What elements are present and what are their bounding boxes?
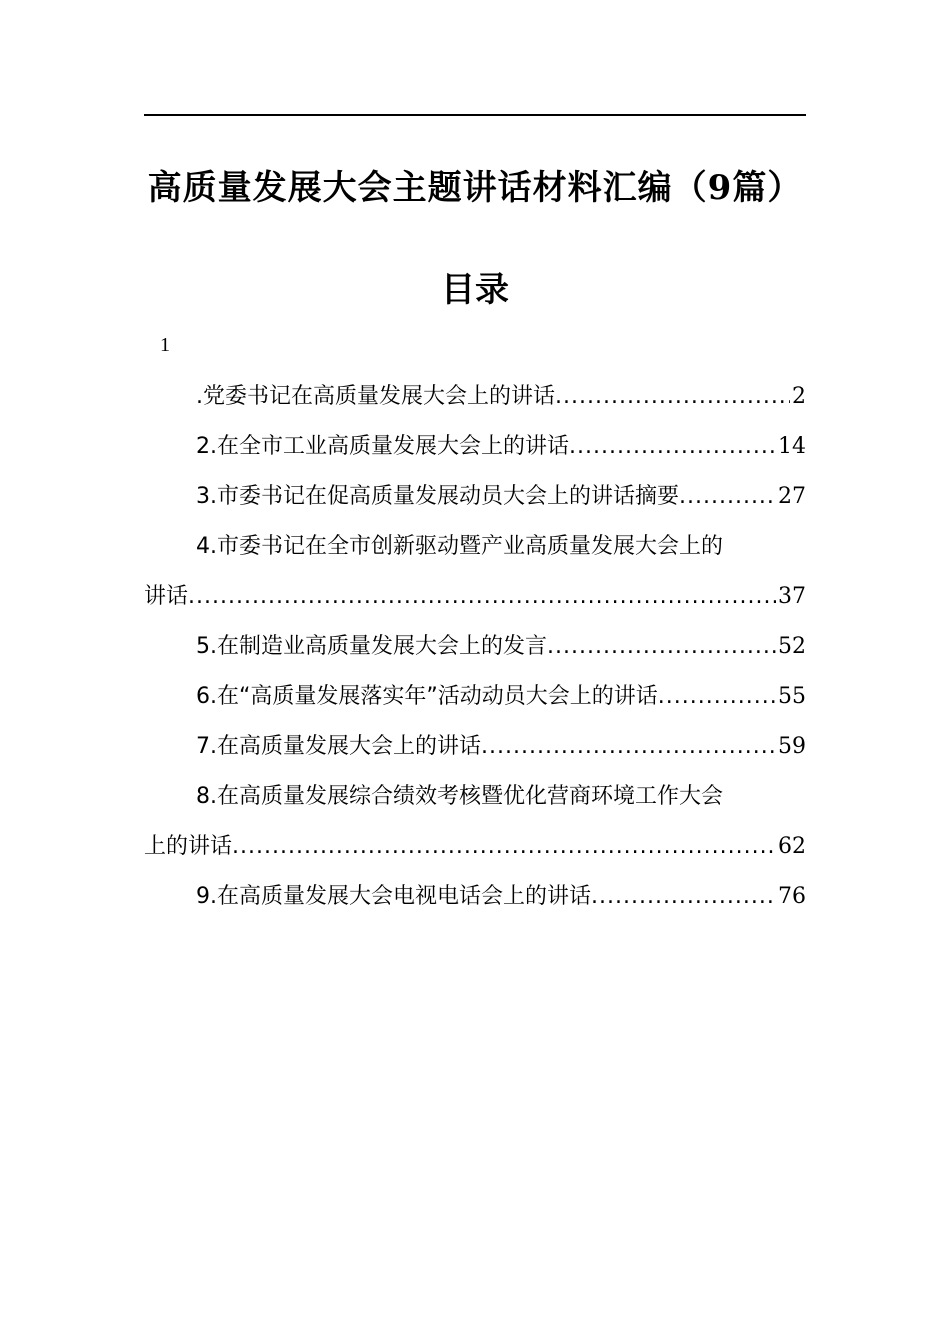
- toc-entry-page: 37: [778, 584, 806, 609]
- toc-entry-6[interactable]: [144, 672, 806, 722]
- toc-entry-3[interactable]: [144, 472, 806, 522]
- dot-leader: [679, 472, 776, 522]
- toc-entry-page: 59: [778, 734, 806, 759]
- table-of-contents: [144, 372, 806, 922]
- toc-entry-title-continued: 讲话: [144, 584, 189, 609]
- toc-entry-8-line2[interactable]: [144, 822, 806, 872]
- dot-leader: [547, 622, 776, 672]
- toc-entry-page: 62: [778, 834, 806, 859]
- dot-leader: [569, 422, 776, 472]
- toc-entry-7[interactable]: [144, 722, 806, 772]
- top-rule: [144, 114, 806, 116]
- toc-entry-title: 5.在制造业高质量发展大会上的发言: [196, 634, 547, 659]
- toc-entry-title: .党委书记在高质量发展大会上的讲话: [196, 384, 555, 409]
- toc-entry-9[interactable]: [144, 872, 806, 922]
- toc-entry-title: 3.市委书记在促高质量发展动员大会上的讲话摘要: [196, 484, 679, 509]
- toc-entry-title: 2.在全市工业高质量发展大会上的讲话: [196, 434, 569, 459]
- dot-leader: [555, 372, 790, 422]
- dot-leader: [591, 872, 776, 922]
- toc-entry-page: 2: [792, 384, 806, 409]
- dot-leader: [658, 672, 776, 722]
- toc-entry-page: 27: [778, 484, 806, 509]
- toc-entry-2[interactable]: [144, 422, 806, 472]
- toc-entry-page: 14: [778, 434, 806, 459]
- dot-leader: [188, 572, 776, 622]
- document-title: 高质量发展大会主题讲话材料汇编（9篇）: [147, 168, 803, 208]
- toc-entry-page: 76: [778, 884, 806, 909]
- toc-entry-5[interactable]: [144, 622, 806, 672]
- toc-heading: 目录: [441, 270, 509, 310]
- stray-number: 1: [160, 334, 170, 356]
- toc-entry-title: 6.在“高质量发展落实年”活动动员大会上的讲话: [196, 684, 658, 709]
- toc-entry-title-continued: 上的讲话: [144, 834, 233, 859]
- toc-entry-title: 8.在高质量发展综合绩效考核暨优化营商环境工作大会: [196, 784, 723, 809]
- toc-entry-page: 52: [778, 634, 806, 659]
- toc-entry-1[interactable]: [144, 372, 806, 422]
- toc-entry-4-line1[interactable]: [144, 522, 806, 572]
- toc-entry-4-line2[interactable]: [144, 572, 806, 622]
- toc-entry-page: 55: [778, 684, 806, 709]
- toc-entry-title: 7.在高质量发展大会上的讲话: [196, 734, 481, 759]
- toc-entry-title: 4.市委书记在全市创新驱动暨产业高质量发展大会上的: [196, 534, 723, 559]
- dot-leader: [481, 722, 776, 772]
- toc-entry-title: 9.在高质量发展大会电视电话会上的讲话: [196, 884, 591, 909]
- toc-entry-8-line1[interactable]: [144, 772, 806, 822]
- dot-leader: [232, 822, 776, 872]
